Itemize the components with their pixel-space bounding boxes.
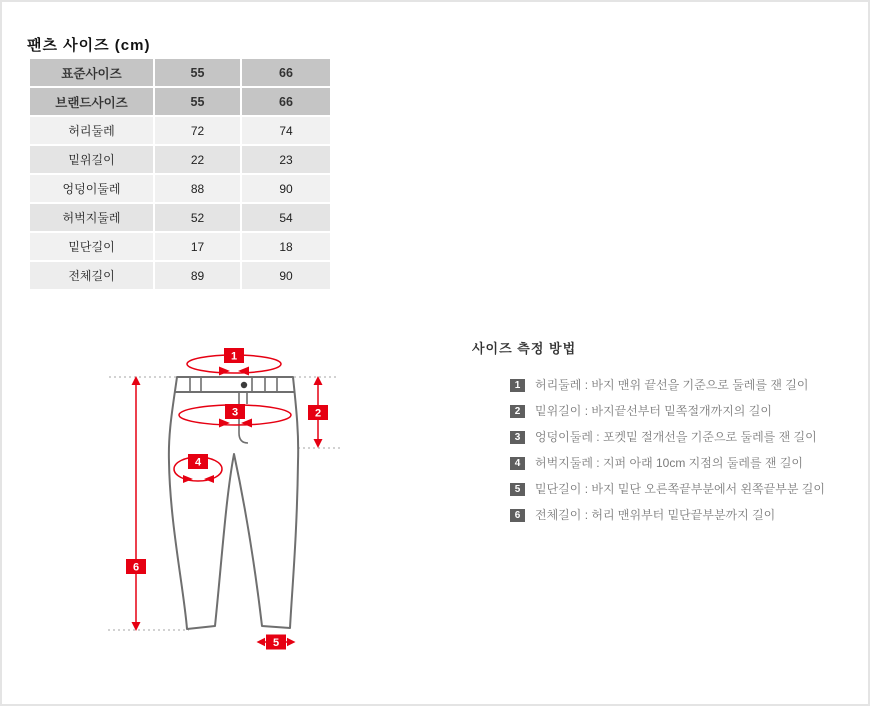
measure-guide-item — [510, 431, 852, 444]
diagram-badge-3 — [225, 404, 245, 419]
svg-text:4: 4 — [194, 456, 202, 469]
size-cell: 55 — [155, 59, 240, 86]
row-label: 허리둘레 — [30, 117, 153, 144]
diagram-badge-5 — [266, 635, 286, 650]
row-label: 엉덩이둘레 — [30, 175, 153, 202]
diagram-badge-6 — [126, 559, 146, 574]
size-table-row — [30, 117, 330, 144]
row-label: 허벅지둘레 — [30, 204, 153, 231]
measure-guide-list — [472, 379, 852, 522]
size-table-row — [30, 262, 330, 289]
size-cell: 66 — [242, 59, 330, 86]
row-label: 전체길이 — [30, 262, 153, 289]
size-cell: 66 — [242, 88, 330, 115]
guide-item-text: 밑단길이 : 바지 밑단 오른쪽끝부분에서 왼쪽끝부분 길이 — [535, 482, 825, 496]
row-label: 밑단길이 — [30, 233, 153, 260]
size-cell: 17 — [155, 233, 240, 260]
size-table-header-row — [30, 59, 330, 86]
size-table-row — [30, 204, 330, 231]
guide-item-text: 허리둘레 : 바지 맨위 끝선을 기준으로 둘레를 잰 길이 — [535, 378, 809, 392]
size-cell: 23 — [242, 146, 330, 173]
size-cell: 22 — [155, 146, 240, 173]
guide-number-badge: 4 — [510, 457, 525, 470]
measure-guide-panel — [472, 338, 852, 535]
guide-number-badge: 3 — [510, 431, 525, 444]
guide-item-text: 허벅지둘레 : 지퍼 아래 10cm 지점의 둘레를 잰 길이 — [535, 456, 804, 470]
size-table-header-row — [30, 88, 330, 115]
guide-number-badge: 5 — [510, 483, 525, 496]
size-cell: 89 — [155, 262, 240, 289]
measure-guide-title: 사이즈 측정 방법 — [472, 341, 577, 356]
size-table-row — [30, 233, 330, 260]
svg-text:2: 2 — [314, 407, 322, 420]
size-cell: 72 — [155, 117, 240, 144]
waist-button — [241, 382, 247, 388]
svg-text:5: 5 — [272, 637, 280, 649]
pants-measurement-diagram — [102, 337, 352, 667]
measure-guide-item — [510, 457, 852, 470]
guide-item-text: 밑위길이 : 바지끝선부터 밑쪽절개까지의 길이 — [535, 404, 772, 418]
size-cell: 74 — [242, 117, 330, 144]
row-label: 표준사이즈 — [30, 59, 153, 86]
size-table — [28, 57, 332, 291]
guide-number-badge: 2 — [510, 405, 525, 418]
size-table-row — [30, 146, 330, 173]
diagram-badge-2 — [308, 405, 328, 420]
row-label: 브랜드사이즈 — [30, 88, 153, 115]
guide-item-text: 전체길이 : 허리 맨위부터 밑단끝부분까지 길이 — [535, 508, 776, 522]
page-title: 팬츠 사이즈 (cm) — [27, 37, 151, 55]
measure-guide-item — [510, 405, 852, 418]
svg-text:3: 3 — [231, 406, 239, 419]
size-cell: 90 — [242, 262, 330, 289]
guide-number-badge: 1 — [510, 379, 525, 392]
size-cell: 88 — [155, 175, 240, 202]
size-table-row — [30, 175, 330, 202]
size-cell: 55 — [155, 88, 240, 115]
row-label: 밑위길이 — [30, 146, 153, 173]
size-cell: 54 — [242, 204, 330, 231]
measure-guide-item — [510, 509, 852, 522]
svg-text:6: 6 — [132, 561, 140, 574]
size-cell: 18 — [242, 233, 330, 260]
diagram-badge-4 — [188, 454, 208, 469]
size-cell: 90 — [242, 175, 330, 202]
measure-guide-item — [510, 483, 852, 496]
guide-number-badge: 6 — [510, 509, 525, 522]
svg-text:1: 1 — [230, 350, 238, 363]
diagram-badge-1 — [224, 348, 244, 363]
size-cell: 52 — [155, 204, 240, 231]
measure-guide-item — [510, 379, 852, 392]
guide-item-text: 엉덩이둘레 : 포켓밑 절개선을 기준으로 둘레를 잰 길이 — [535, 430, 817, 444]
